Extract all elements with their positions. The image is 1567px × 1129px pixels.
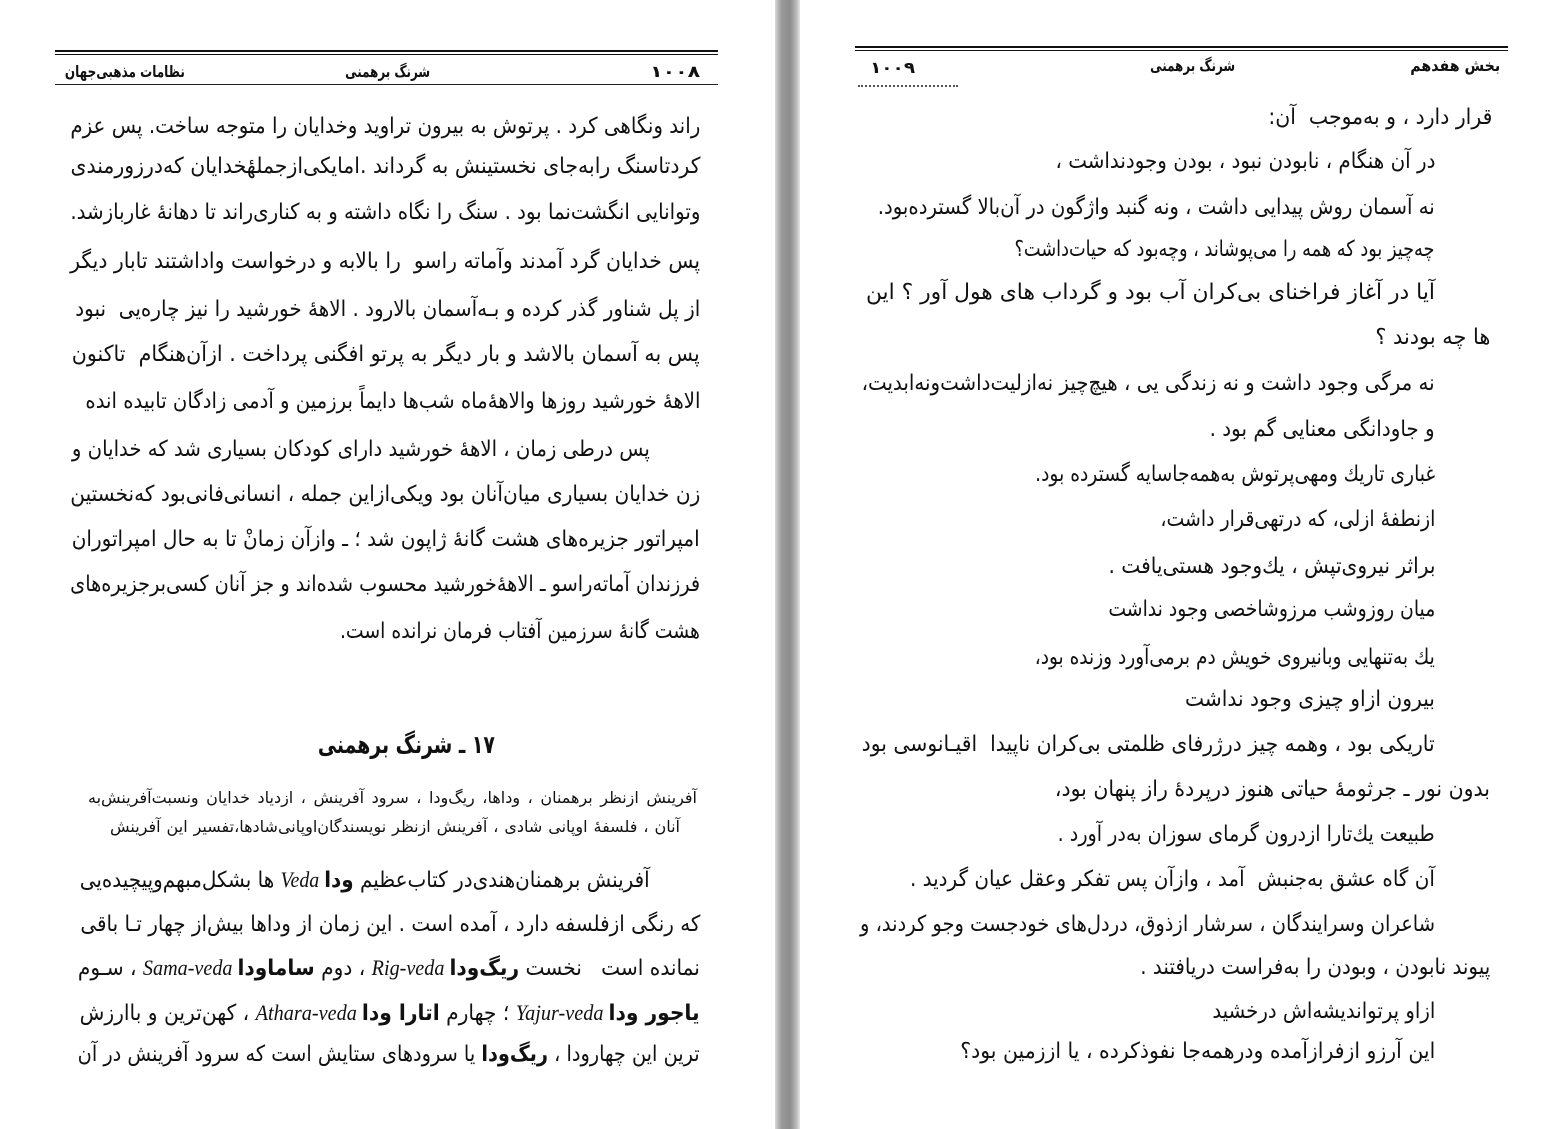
page-number: ۱۰۰۸	[650, 62, 700, 81]
text-line	[80, 995, 700, 1032]
text-line: امپراتور جزیره‌های هشت گانهٔ ژاپون شد ؛ ـ وازآن زمانْ تا به حال امپراتوران	[72, 527, 700, 552]
text-line: پس به آسمان بالاشد و بار دیگر به پرتو افگنی پرداخت . ازآن‌هنگام تاکنون	[72, 342, 701, 367]
section-heading: ۱۷ ـ شرنگ برهمنی	[318, 730, 495, 759]
verse-line: آن گاه عشق به‌جنبش آمد ، وازآن پس تفکر وعقل عیان گردید .	[910, 867, 1435, 892]
term-bold: ساماودا	[237, 956, 315, 981]
term-bold: اتارا ودا	[362, 1001, 441, 1026]
text-line: فرزندان آماته‌راسو ـ الاههٔ‌خورشید محسوب شده‌اند و جز آنان کسی‌برجزیره‌های	[70, 572, 700, 597]
header-top-rule	[855, 46, 1508, 51]
verse-line: پیوند نابودن ، وبودن را به‌فراست دریافتند .	[1140, 955, 1490, 980]
text-segment: ترین این چهارودا ،	[548, 1042, 700, 1067]
term-latin: Athara-veda	[256, 1000, 363, 1025]
page-number-dotted-rule	[858, 85, 958, 87]
verse-line: تاریکی بود ، وهمه چیز درژرفای ظلمتی بی‌کران ناپیدا اقیـانوسی بود	[862, 732, 1435, 757]
text-line: هشت گانهٔ سرزمین آفتاب فرمان نرانده است.	[340, 619, 700, 644]
verse-line: در آن هنگام ، نابودن نبود ، بودن وجودنداشت ،	[1055, 149, 1435, 174]
text-line: کردتاسنگ رابه‌جای نخستینش به گرداند .امایکی‌ازجملهٔخدایان که‌درزورمندی	[70, 154, 700, 179]
text-line: پس درطی زمان ، الاههٔ خورشید دارای کودکان بسیاری شد که خدایان و	[72, 437, 650, 462]
verse-line: براثر نیروی‌تپش ، یك‌وجود هستی‌یافت .	[1108, 554, 1435, 579]
part-title: بخش هفدهم	[1410, 56, 1500, 75]
verse-line: ها چه بودند ؟	[1375, 325, 1490, 350]
term-bold: ریگ‌ودا	[481, 1042, 549, 1067]
verse-line: بدون نور ـ جرثومهٔ حیاتی هنوز درپردهٔ راز پنهان بود،	[1055, 777, 1490, 802]
verse-line: ازاو پرتواندیشه‌اش درخشید	[1212, 999, 1435, 1024]
text-line	[80, 862, 650, 899]
book-title: نظامات مذهبی‌جهان	[65, 62, 185, 81]
verse-line: ازنطفهٔ ازلی، که درتهی‌قرار داشت،	[1160, 507, 1435, 532]
term-bold: یاجور ودا	[608, 1001, 700, 1026]
term-bold: ودا	[324, 868, 354, 893]
text-line: از پل شناور گذر کرده و بـه‌آسمان بالارود . الاههٔ خورشید را نیز چاره‌یی نبود	[75, 297, 700, 322]
verse-line: میان روزوشب مرزوشاخصی وجود نداشت	[1108, 597, 1435, 622]
text-segment: نمانده است نخست	[519, 956, 700, 981]
text-line: پس خدایان گرد آمدند وآماته راسو را بالابه و درخواست واداشتند تابار دیگر	[70, 249, 700, 274]
right-page	[800, 0, 1567, 1129]
text-segment: یا سرودهای ستایش است که سرود آفرینش در آن	[78, 1042, 482, 1067]
running-title: شرنگ برهمنی	[1150, 56, 1235, 75]
verse-line: نه مرگی وجود داشت و نه زندگی یی ، هیچ‌چیز نه‌ازلیت‌داشت‌ونه‌ابدیت،	[862, 371, 1435, 396]
verse-line: قرار دارد ، و به‌موجب آن:	[1268, 105, 1492, 130]
header-bottom-rule	[55, 84, 718, 85]
verse-line: شاعران وسرایندگان ، سرشار ازذوق، دردل‌های خودجست وجو کردند، و	[860, 912, 1435, 937]
text-segment: ، سـوم	[78, 956, 144, 981]
text-segment: ؛ چهارم	[440, 1001, 517, 1026]
verse-line: بیرون ازاو چیزی وجود نداشت	[1185, 687, 1435, 712]
running-title: شرنگ برهمنی	[345, 62, 430, 81]
verse-line: غباری تاریك ومهی‌پرتوش به‌همه‌جاسایه گسترده بود.	[1035, 462, 1435, 487]
verse-line: این آرزو ازفرازآمده ودرهمه‌جا نفوذکرده ، یا اززمین بود؟	[960, 1039, 1435, 1064]
section-summary-line: آنان ، فلسفهٔ اوپانی شادی ، آفرینش ازنظر نویسندگان‌اوپانی‌شادها،تفسیر این آفرینش	[110, 817, 680, 836]
verse-line: طبیعت یك‌تارا ازدرون گرمای سوزان به‌در آورد .	[1058, 822, 1435, 847]
text-segment: که رنگی ازفلسفه دارد ، آمده است . این زمان از وداها بیش‌از چهار تـا باقی	[80, 912, 701, 937]
text-line: وتوانایی انگشت‌نما بود . سنگ را نگاه داشته و به کناری‌راند تا دهانهٔ غاربازشد.	[70, 200, 700, 225]
text-line	[78, 1037, 700, 1073]
term-latin: Yajur-veda	[516, 1000, 609, 1025]
text-segment: ، دوم	[314, 956, 372, 981]
text-line: راند ونگاهی کرد . پرتوش به بیرون تراوید وخدایان را متوجه ساخت. پس عزم	[70, 114, 700, 139]
term-latin: Veda	[280, 867, 325, 892]
section-summary-line: آفرینش ازنظر برهمنان ، وداها، ریگ‌ودا ، سرود آفرینش ، ازدیاد خدایان ونسبت‌آفرینش‌به	[87, 788, 697, 807]
text-segment: آفرینش برهمنان‌هندی‌در کتاب‌عظیم	[353, 868, 650, 893]
text-line	[80, 907, 700, 943]
text-line	[78, 950, 700, 987]
verse-line: یك به‌تنهایی وبانیروی خویش دم برمی‌آورد وزنده بود،	[1035, 645, 1435, 670]
book-gutter	[775, 0, 800, 1129]
text-line: الاههٔ خورشید روزها والاههٔ‌ماه شب‌ها دایماً برزمین و آدمی زادگان تابیده انده	[85, 389, 700, 414]
text-segment: ، کهن‌ترین و باارزش	[80, 1001, 257, 1026]
term-bold: ریگ‌ودا	[449, 956, 520, 981]
header-top-rule	[55, 50, 718, 55]
text-segment: ها بشکل‌مبهم‌وپیچیده‌یی	[80, 868, 281, 893]
verse-line: و جاودانگی معنایی گم بود .	[1210, 417, 1435, 442]
left-page	[0, 0, 775, 1129]
verse-line: چه‌چیز بود که همه را می‌پوشاند ، وچه‌بود که حیات‌داشت؟	[1015, 237, 1435, 262]
text-line: زن خدایان بسیاری میان‌آنان بود ویکی‌ازاین جمله ، انسانی‌فانی‌بود که‌نخستین	[70, 482, 700, 507]
term-latin: Sama-veda	[143, 955, 238, 980]
page-number: ۱۰۰۹	[870, 58, 915, 77]
verse-line: نه آسمان روش پیدایی داشت ، ونه گنبد واژگون در آن‌بالا گسترده‌بود.	[878, 195, 1435, 220]
term-latin: Rig-veda	[371, 955, 450, 980]
verse-line: آیا در آغاز فراخنای بی‌کران آب بود و گرداب های هول آور ؟ این	[866, 280, 1435, 305]
